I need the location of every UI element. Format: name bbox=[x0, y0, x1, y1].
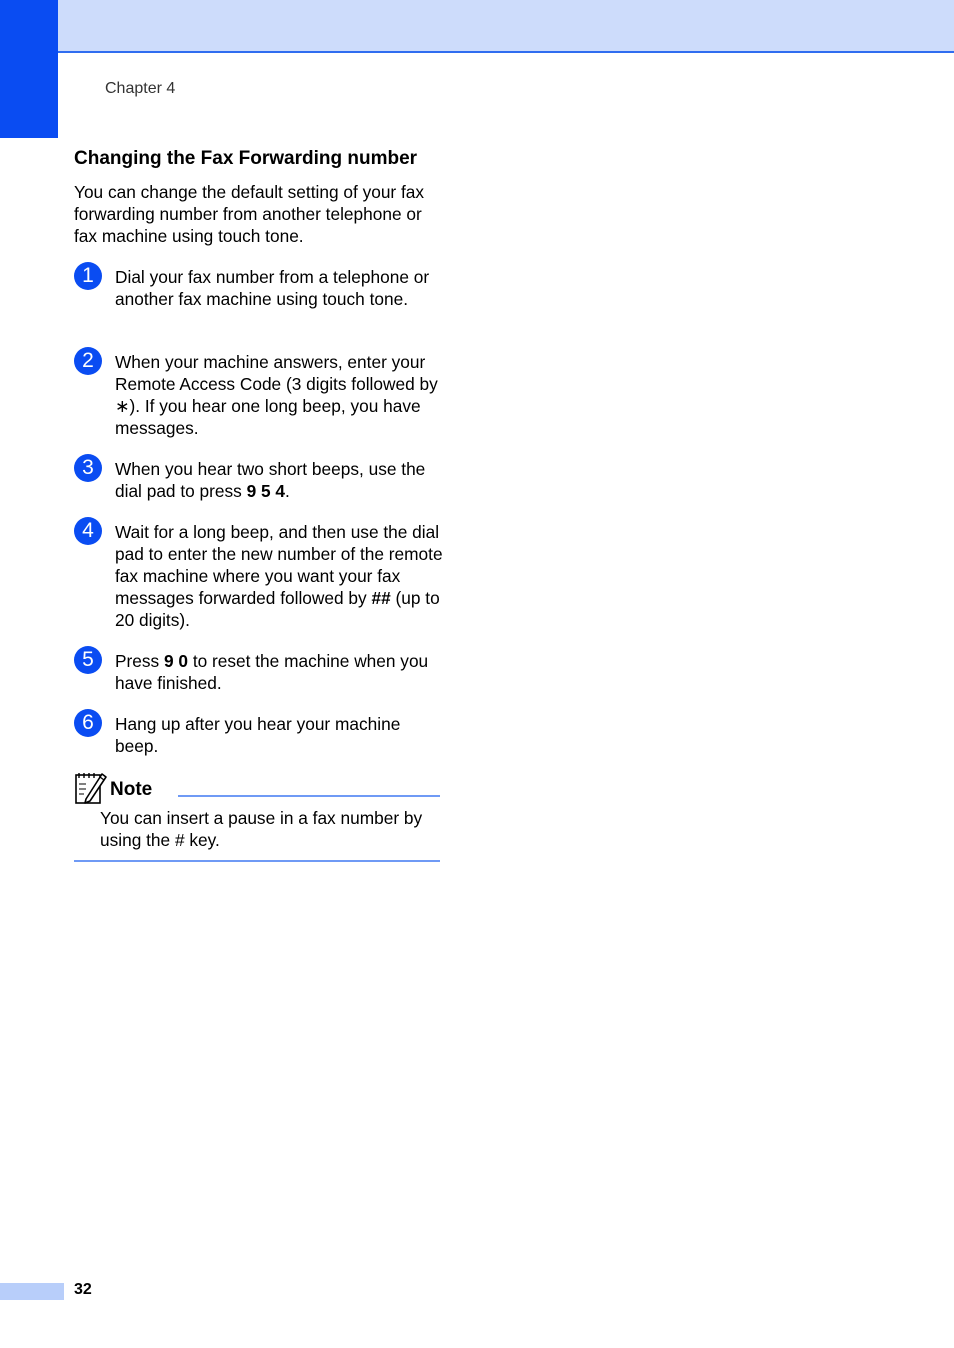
step-text-part: to reset the machine when you have finished. bbox=[115, 651, 429, 693]
step-text-part: Hang up after you hear your machine beep. bbox=[115, 714, 401, 756]
step-text-part: When your machine answers, enter your Remote Access Code (3 digits followed by bbox=[115, 352, 438, 394]
step-number-badge: 2 bbox=[74, 347, 102, 375]
step-text-part: (up to 20 digits). bbox=[115, 588, 440, 630]
step-text-part: . bbox=[285, 481, 290, 501]
step-number-badge: 6 bbox=[74, 709, 102, 737]
step-text-part: Press bbox=[115, 651, 164, 671]
chapter-tab bbox=[0, 0, 58, 138]
step-number-badge: 1 bbox=[74, 262, 102, 290]
page-number: 32 bbox=[74, 1281, 92, 1298]
chapter-label: Chapter 4 bbox=[105, 80, 176, 97]
intro-paragraph: You can change the default setting of your fax forwarding number from another telephone or fax machine using touch tone. bbox=[74, 182, 425, 246]
step-text-part: Dial your fax number from a telephone or another fax machine using touch tone. bbox=[115, 267, 430, 309]
header-band bbox=[0, 0, 954, 53]
key-sequence: ## bbox=[371, 588, 391, 608]
step-number-badge: 4 bbox=[74, 517, 102, 545]
step-text bbox=[115, 713, 444, 757]
note-box bbox=[74, 770, 440, 862]
note-rule-bottom bbox=[74, 860, 440, 862]
step-text bbox=[115, 458, 444, 502]
step-number-badge: 3 bbox=[74, 454, 102, 482]
key-sequence: 9 0 bbox=[163, 651, 189, 671]
step-text-part: Wait for a long beep, and then use the dial pad to enter the new number of the remote fax machine where you want your fax messages forwarded followed by bbox=[115, 522, 443, 608]
key-sequence: 9 5 4 bbox=[246, 481, 286, 501]
note-title: Note bbox=[110, 779, 153, 800]
note-rule-top bbox=[178, 795, 440, 797]
star-symbol: ∗ bbox=[115, 396, 130, 416]
step-text-part: When you hear two short beeps, use the dial pad to press bbox=[115, 459, 426, 501]
step-number-badge: 5 bbox=[74, 646, 102, 674]
step-text bbox=[115, 650, 444, 694]
step-text bbox=[115, 266, 444, 310]
note-pencil-icon bbox=[74, 770, 108, 806]
step-text-part: ). If you hear one long beep, you have messages. bbox=[115, 396, 421, 438]
note-text: You can insert a pause in a fax number by using the # key. bbox=[100, 808, 423, 850]
footer-band bbox=[0, 1283, 64, 1300]
step-text bbox=[115, 351, 444, 439]
step-text bbox=[115, 521, 444, 631]
section-title: Changing the Fax Forwarding number bbox=[74, 148, 418, 169]
